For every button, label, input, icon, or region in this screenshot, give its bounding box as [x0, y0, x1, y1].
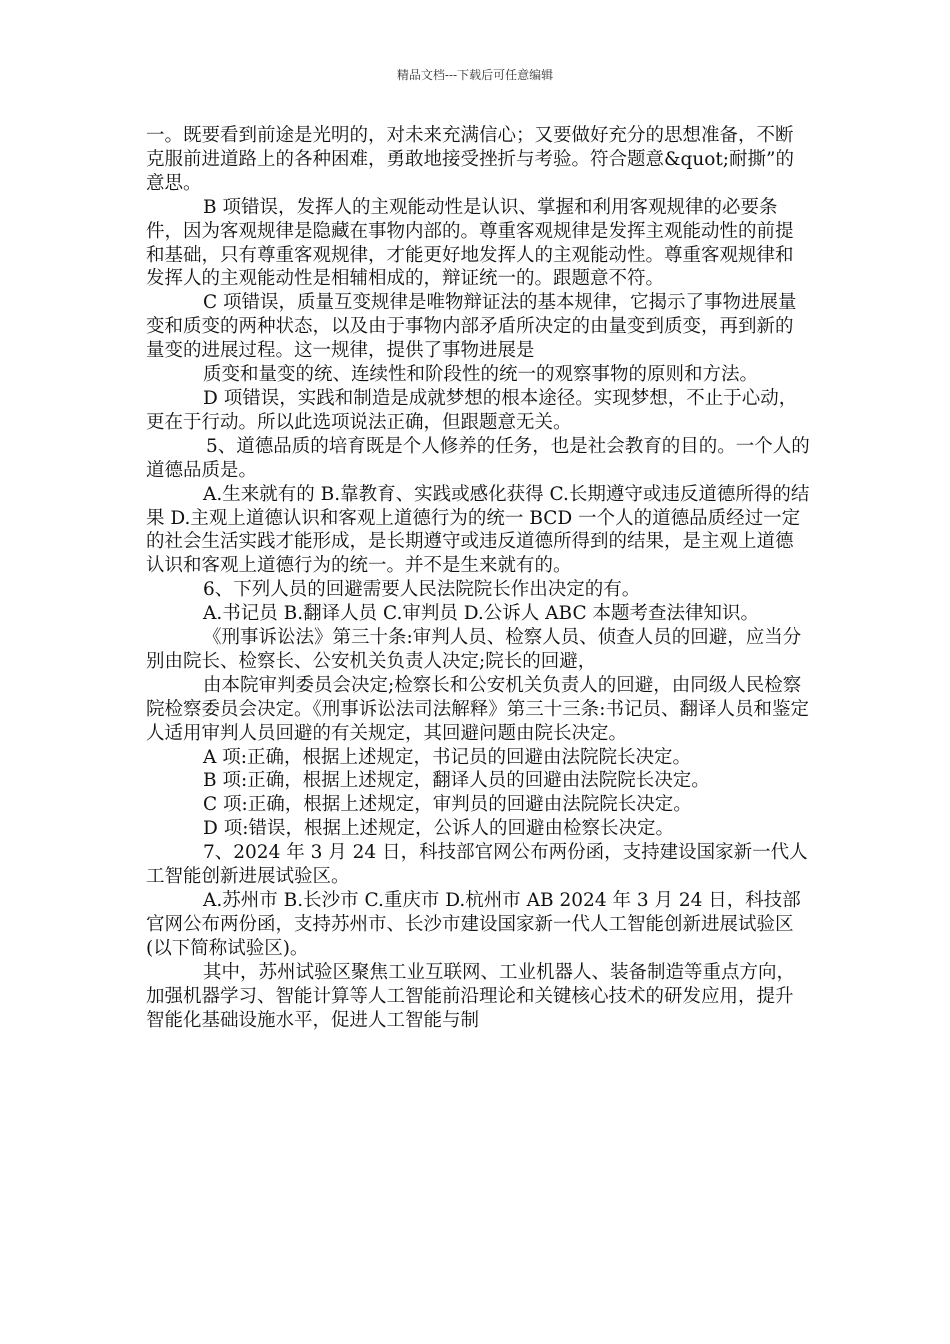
- paragraph: 质变和量变的统、连续性和阶段性的统一的观察事物的原则和方法。: [203, 364, 759, 386]
- paragraph: C 项:正确，根据上述规定，审判员的回避由法院院长决定。: [203, 794, 692, 816]
- paragraph: A.书记员 B.翻译人员 C.审判员 D.公诉人 ABC 本题考查法律知识。: [203, 603, 760, 625]
- paragraph: 一。既要看到前途是光明的，对未来充满信心；又要做好充分的思想准备，不断克服前进道路上的各种困难，勇敢地接受挫折与考验。符合题意&quot;耐撕”的意思。: [146, 125, 794, 194]
- document-body: [146, 124, 810, 1032]
- paragraph: 5、道德品质的培育既是个人修养的任务，也是社会教育的目的。一个人的道德品质是。: [146, 435, 810, 481]
- paragraph: D 项错误，实践和制造是成就梦想的根本途径。实现梦想，不止于心动，更在于行动。所以此选项说法正确，但跟题意无关。: [146, 387, 798, 433]
- paragraph: D 项:错误，根据上述规定，公诉人的回避由检察长决定。: [203, 818, 674, 840]
- paragraph: 由本院审判委员会决定;检察长和公安机关负责人的回避，由同级人民检察院检察委员会决定。《刑事诉讼法司法解释》第三十三条:书记员、翻译人员和鉴定人适用审判人员回避的有关规定，其回避问题由院长决定。: [146, 674, 809, 744]
- paragraph: 7、2024 年 3 月 24 日，科技部官网公布两份函，支持建设国家新一代人工智能创新进展试验区。: [146, 842, 808, 888]
- paragraph: C 项错误，质量互变规律是唯物辩证法的基本规律，它揭示了事物进展量变和质变的两种状态，以及由于事物内部矛盾所决定的由量变到质变，再到新的量变的进展过程。这一规律，提供了事物进展是: [146, 292, 797, 362]
- paragraph: 《刑事诉讼法》第三十条:审判人员、检察人员、侦查人员的回避，应当分别由院长、检察长、公安机关负责人决定;院长的回避，: [146, 627, 802, 672]
- paragraph: 其中，苏州试验区聚焦工业互联网、工业机器人、装备制造等重点方向，加强机器学习、智能计算等人工智能前沿理论和关键核心技术的研发应用，提升智能化基础设施水平，促进人工智能与制: [146, 961, 796, 1031]
- paragraph: A.苏州市 B.长沙市 C.重庆市 D.杭州市 AB 2024 年 3 月 24 日，科技部官网公布两份函，支持苏州市、长沙市建设国家新一代人工智能创新进展试验区(以下简称试验区)。: [146, 890, 801, 959]
- page-header: 精品文档---下载后可任意编辑: [396, 68, 554, 82]
- paragraph: B 项:正确，根据上述规定，翻译人员的回避由法院院长决定。: [203, 770, 710, 792]
- paragraph: A.生来就有的 B.靠教育、实践或感化获得 C.长期遵守或违反道德所得的结果 D.主观上道德认识和客观上道德行为的统一 BCD 一个人的道德品质经过一定的社会生活实践才能形成，是长期遵守或违反道德所得到的结果，是主观上道德认识和客观上道德行为的统一。并不是生来就有的。: [146, 483, 810, 577]
- paragraph: 6、下列人员的回避需要人民法院院长作出决定的有。: [203, 579, 641, 601]
- paragraph: B 项错误，发挥人的主观能动性是认识、掌握和利用客观规律的必要条件，因为客观规律是隐藏在事物内部的。尊重客观规律是发挥主观能动性的前提和基础，只有尊重客观规律，才能更好地发挥人的主观能动性。尊重客观规律和发挥人的主观能动性是相辅相成的，辩证统一的。跟题意不符。: [146, 196, 794, 290]
- paragraph: A 项:正确，根据上述规定，书记员的回避由法院院长决定。: [203, 746, 691, 768]
